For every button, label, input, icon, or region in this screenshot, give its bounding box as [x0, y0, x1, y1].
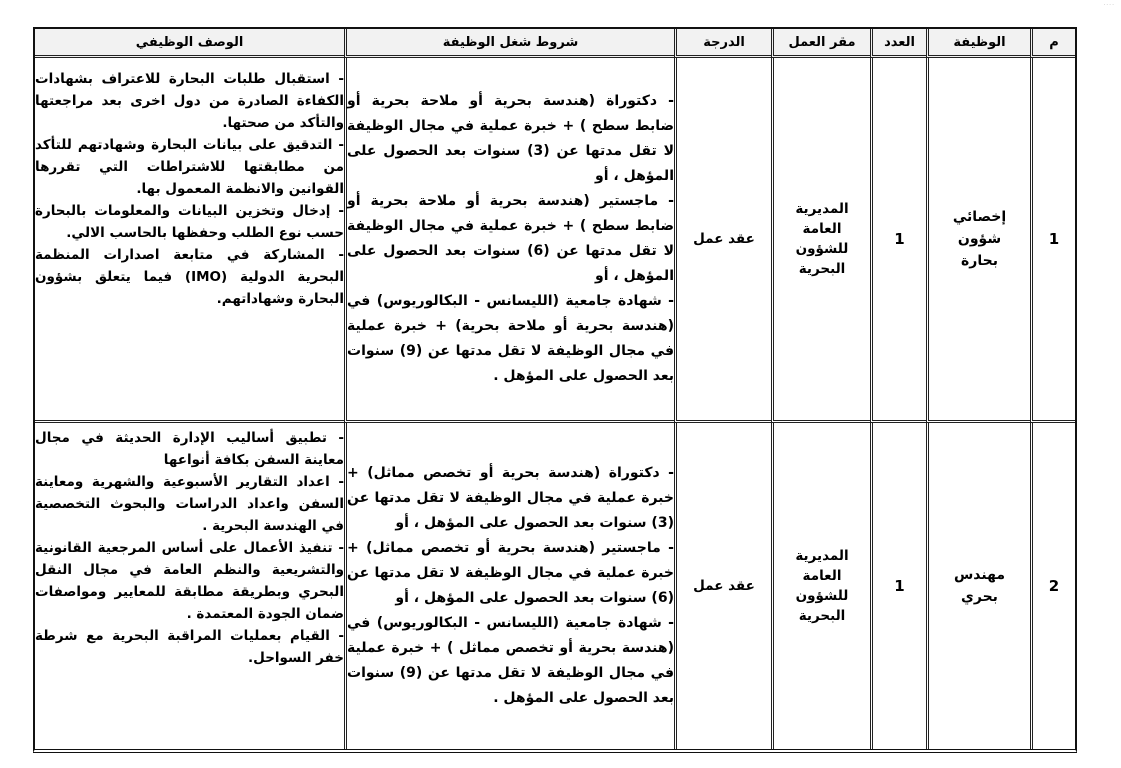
- description-item: - اعداد التقارير الأسبوعية والشهرية ومعاينة السفن واعداد الدراسات والبحوث التخصصية في الهندسة البحرية .: [35, 474, 344, 534]
- description-item: - التدقيق على بيانات البحارة وشهادتهم للتأكد من مطابقتها للاشتراطات التي تقررها القوانين والانظمة المعمول بها.: [35, 137, 344, 197]
- job-title-line: مهندس: [953, 567, 1006, 583]
- job-title-line: بحارة: [961, 253, 998, 269]
- job-title-line: شؤون: [957, 231, 1002, 247]
- header-count: العدد: [870, 29, 926, 58]
- job-title-line: بحري: [961, 589, 998, 605]
- header-workplace: مقر العمل: [771, 29, 870, 58]
- corner-mark: ····: [1103, 2, 1115, 9]
- workplace-line: للشؤون: [795, 588, 849, 604]
- row-number: 1: [1030, 58, 1075, 423]
- description-item: - المشاركة في متابعة اصدارات المنظمة البحرية الدولية (IMO) فيما يتعلق بشؤون البحارة وشهاداتهم.: [35, 247, 344, 307]
- workplace-line: المديرية: [795, 548, 849, 564]
- condition-item: - ماجستير (هندسة بحرية أو ملاحة بحرية أو ضابط سطح ) + خبرة عملية في مجال الوظيفة لا تقل مدتها عن (6) سنوات بعد الحصول على المؤهل ، أو: [347, 193, 674, 284]
- grade: عقد عمل: [674, 58, 771, 423]
- header-conditions: شروط شغل الوظيفة: [344, 29, 674, 58]
- header-grade: الدرجة: [674, 29, 771, 58]
- description-item: - تنفيذ الأعمال على أساس المرجعية القانونية والتشريعية والنظم العامة في مجال النقل البحري وبطريقة مطابقة للمعايير ومواصفات ضمان الجودة المعتمدة .: [35, 540, 344, 622]
- description-item: - إدخال وتخزين البيانات والمعلومات بالبحارة حسب نوع الطلب وحفظها بالحاسب الالي.: [35, 203, 344, 241]
- workplace-line: العامة: [802, 568, 842, 584]
- workplace: [771, 423, 870, 749]
- header-number: م: [1030, 29, 1075, 58]
- workplace-line: المديرية: [795, 201, 849, 217]
- job-count: 1: [870, 58, 926, 423]
- grade: عقد عمل: [674, 423, 771, 749]
- condition-item: - ماجستير (هندسة بحرية أو تخصص مماثل) + خبرة عملية في مجال الوظيفة لا تقل مدتها عن (6) سنوات بعد الحصول على المؤهل ، أو: [347, 540, 674, 606]
- workplace-line: للشؤون: [795, 241, 849, 257]
- workplace-line: البحرية: [798, 608, 846, 624]
- description-item: - تطبيق أساليب الإدارة الحديثة في مجال معاينة السفن بكافة أنواعها: [35, 430, 344, 468]
- job-title: [926, 58, 1030, 423]
- row-number: 2: [1030, 423, 1075, 749]
- condition-item: - شهادة جامعية (الليسانس - البكالوريوس) في (هندسة بحرية أو تخصص مماثل ) + خبرة عملية في مجال الوظيفة لا تقل مدتها عن (9) سنوات بعد الحصول على المؤهل .: [347, 615, 674, 706]
- jobs-table: [33, 27, 1077, 753]
- job-title: [926, 423, 1030, 749]
- workplace-line: البحرية: [798, 261, 846, 277]
- description-item: - استقبال طلبات البحارة للاعتراف بشهادات الكفاءة الصادرة من دول اخرى بعد مراجعتها والتأكد من صحتها.: [35, 71, 344, 131]
- condition-item: - دكتوراة (هندسة بحرية أو تخصص مماثل) + خبرة عملية في مجال الوظيفة لا تقل مدتها عن (3) سنوات بعد الحصول على المؤهل ، أو: [347, 465, 674, 531]
- workplace: [771, 58, 870, 423]
- table-row: [35, 423, 1075, 749]
- header-description: الوصف الوظيفي: [35, 29, 344, 58]
- job-conditions: [344, 423, 674, 749]
- job-title-line: إخصائي: [952, 209, 1007, 225]
- condition-item: - دكتوراة (هندسة بحرية أو ملاحة بحرية أو ضابط سطح ) + خبرة عملية في مجال الوظيفة لا تقل مدتها عن (3) سنوات بعد الحصول على المؤهل ، أو: [347, 93, 674, 184]
- condition-item: - شهادة جامعية (الليسانس - البكالوريوس) في (هندسة بحرية أو ملاحة بحرية) + خبرة عملية في مجال الوظيفة لا تقل مدتها عن (9) سنوات بعد الحصول على المؤهل .: [347, 293, 674, 384]
- header-row: [35, 29, 1075, 58]
- description-item: - القيام بعمليات المراقبة البحرية مع شرطة خفر السواحل.: [35, 628, 344, 666]
- table-row: [35, 58, 1075, 423]
- workplace-line: العامة: [802, 221, 842, 237]
- job-description: [35, 58, 344, 423]
- job-conditions: [344, 58, 674, 423]
- job-count: 1: [870, 423, 926, 749]
- header-job: الوظيفة: [926, 29, 1030, 58]
- job-description: [35, 423, 344, 749]
